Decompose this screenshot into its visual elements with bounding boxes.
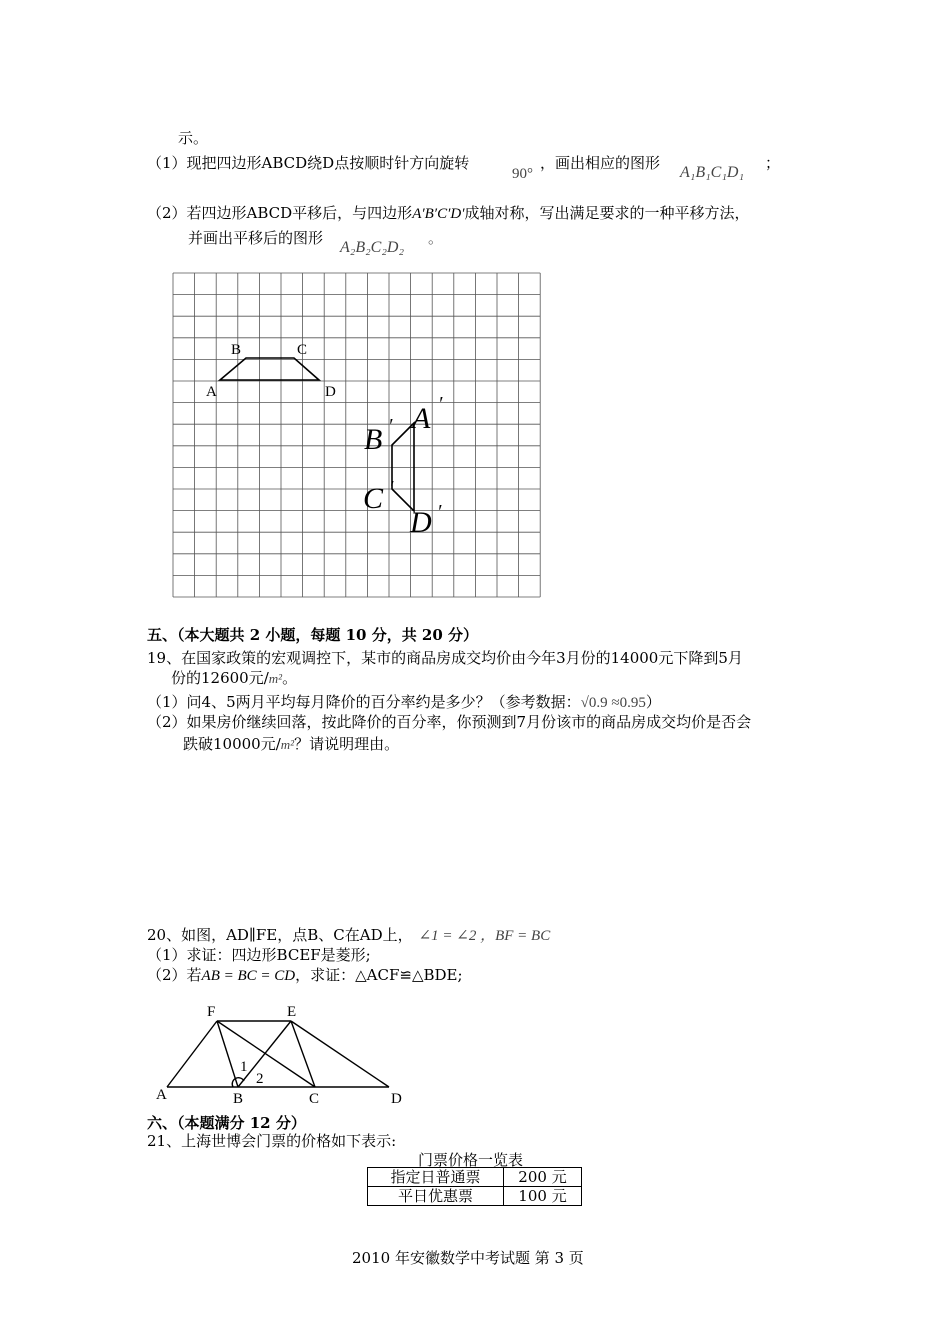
q20-line1-math: ∠1 = ∠2 ，BF = BC: [418, 928, 551, 944]
label-C-prime: C: [363, 482, 384, 515]
q18-fig2: A₂B₂C₂D₂: [340, 239, 405, 256]
q19-unit-2: m²: [280, 737, 295, 752]
q18-part1-mid: ，画出相应的图形: [540, 154, 661, 172]
q19-part2-line2-end: ？请说明理由。: [294, 735, 400, 753]
segment-ed: [291, 1021, 389, 1087]
fig-label-E: E: [287, 1004, 297, 1020]
q20-line1-text: 20、如图，AD∥FE，点B、C在AD上，: [147, 926, 413, 944]
q20-part2-math: AB = BC = CD: [201, 968, 296, 984]
prime-mark-C: ′: [389, 477, 394, 499]
q18-fig-prime: A′B′C′D′: [412, 206, 465, 222]
ticket-price: 200 元: [504, 1168, 582, 1187]
q19-line1: 19、在国家政策的宏观调控下，某市的商品房成交均价由今年3月份的14000元下降到5月: [147, 649, 743, 667]
prime-mark-B: ′: [388, 415, 393, 437]
q19-part2-line2-prefix: 跌破10000元/: [183, 735, 281, 753]
page-footer: 2010 年安徽数学中考试题 第 3 页: [352, 1249, 584, 1267]
section6-title: 六、（本题满分 12 分）: [147, 1114, 306, 1132]
q19-part1-text: （1）问4、5两月平均每月降价的百分率约是多少？（参考数据：: [147, 693, 581, 711]
q20-part2-prefix: （2）若: [147, 966, 202, 984]
table-row: [368, 1168, 582, 1187]
label-B: B: [231, 342, 242, 358]
q19-part1-math: √0.9 ≈0.95: [580, 695, 646, 711]
fig-label-F: F: [207, 1004, 216, 1020]
q18-line0: 示。: [178, 129, 209, 147]
fig-label-B: B: [233, 1091, 244, 1107]
q18-part2-line2: 并画出平移后的图形: [188, 229, 324, 247]
q21-line1: 21、上海世博会门票的价格如下表示:: [147, 1132, 397, 1150]
q20-part2-suffix: ，求证：△ACF≌△BDE;: [295, 966, 463, 984]
section5-title: 五、（本大题共 2 小题，每题 10 分，共 20 分）: [147, 626, 479, 644]
label-D-prime: D: [410, 506, 432, 539]
label-A: A: [206, 384, 217, 400]
q19-unit: m²: [268, 671, 283, 686]
fig-label-D: D: [391, 1091, 402, 1107]
ticket-price: 100 元: [504, 1187, 582, 1206]
label-C: C: [297, 342, 308, 358]
price-table-title: 门票价格一览表: [418, 1151, 524, 1169]
prime-mark-D: ′: [437, 501, 442, 523]
label-A-prime: A: [412, 402, 431, 435]
segment-af: [167, 1021, 217, 1087]
q19-line2-prefix: 份的12600元/: [171, 669, 269, 687]
q18-part1-end: ；: [765, 154, 781, 172]
fig-label-angle2: 2: [256, 1071, 264, 1087]
segment-be: [238, 1021, 291, 1087]
table-row: [368, 1187, 582, 1206]
fig-label-C: C: [309, 1091, 320, 1107]
q19-part1-end: ）: [645, 693, 661, 711]
segment-ce: [291, 1021, 315, 1087]
q18-part2-prefix: （2）若四边形ABCD平移后，与四边形: [147, 204, 413, 222]
ticket-name: 指定日普通票: [368, 1168, 504, 1187]
ticket-name: 平日优惠票: [368, 1187, 504, 1206]
q19-line2-end: 。: [282, 669, 298, 687]
q20-part1: （1）求证：四边形BCEF是菱形;: [147, 946, 371, 964]
prime-mark-A: ′: [438, 393, 443, 415]
fig-label-A: A: [156, 1087, 167, 1103]
q18-fig1: A₁B₁C₁D₁: [680, 164, 745, 181]
segment-bf: [217, 1021, 238, 1087]
label-D: D: [325, 384, 336, 400]
fig-label-angle1: 1: [240, 1059, 248, 1075]
q18-part2-end: 。: [428, 229, 444, 247]
q18-angle: 90°: [512, 166, 533, 182]
label-B-prime: B: [364, 423, 383, 456]
q18-part1-prefix: （1）现把四边形ABCD绕D点按顺时针方向旋转: [147, 154, 470, 172]
q19-part2: （2）如果房价继续回落，按此降价的百分率，你预测到7月份该市的商品房成交均价是否会: [147, 713, 752, 731]
segment-fc: [217, 1021, 315, 1087]
q18-part2-suffix: 成轴对称，写出满足要求的一种平移方法，: [464, 204, 750, 222]
price-table: [367, 1167, 582, 1206]
